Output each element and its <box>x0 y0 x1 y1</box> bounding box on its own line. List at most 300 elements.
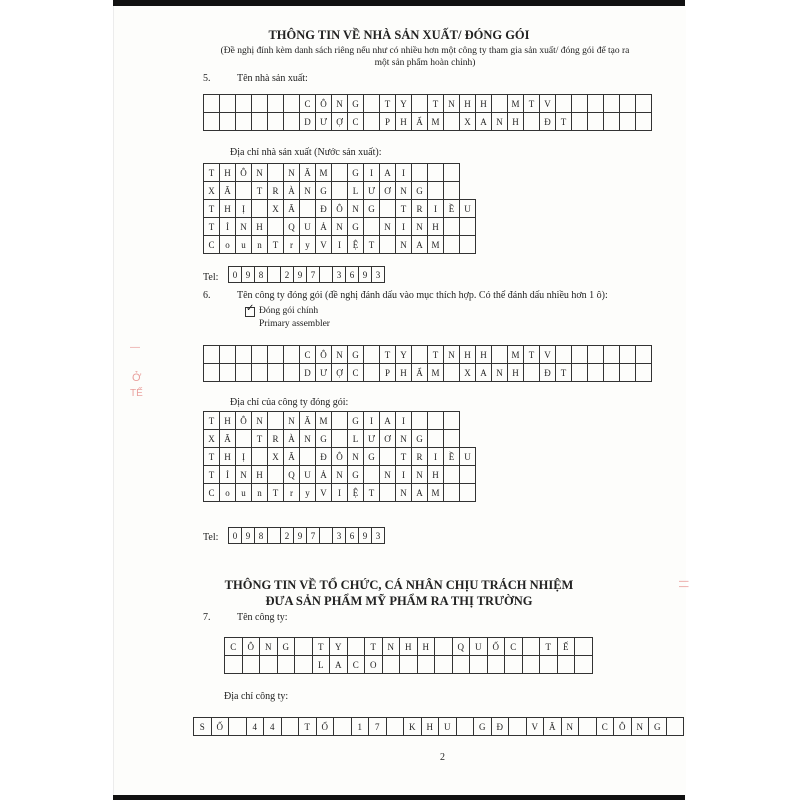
grid-cell: 3 <box>372 528 385 544</box>
grid-cell: Ô <box>236 164 252 182</box>
grid-cell <box>268 364 284 382</box>
grid-cell <box>295 638 313 656</box>
grid-cell: N <box>396 236 412 254</box>
grid-cell: G <box>316 182 332 200</box>
grid-cell: H <box>476 95 492 113</box>
checkmark-icon: ✓ <box>246 303 255 314</box>
packer-name-grid <box>203 345 652 382</box>
grid-cell: Ị <box>236 448 252 466</box>
item7-label: Tên công ty: <box>237 612 288 623</box>
grid-cell: C <box>204 236 220 254</box>
grid-cell: T <box>428 95 444 113</box>
primary-assembler-label-en: Primary assembler <box>259 319 330 329</box>
grid-cell <box>252 448 268 466</box>
grid-cell: Ế <box>557 638 575 656</box>
grid-cell <box>284 113 300 131</box>
grid-cell: o <box>220 484 236 502</box>
grid-cell: G <box>348 412 364 430</box>
grid-cell: T <box>204 412 220 430</box>
grid-cell <box>444 484 460 502</box>
grid-cell <box>428 164 444 182</box>
org-address-grid <box>193 717 684 736</box>
grid-cell <box>435 656 453 674</box>
grid-cell: Ô <box>236 412 252 430</box>
grid-cell <box>252 346 268 364</box>
grid-cell: H <box>476 346 492 364</box>
grid-cell: X <box>268 448 284 466</box>
grid-cell: N <box>631 718 649 736</box>
grid-cell <box>252 95 268 113</box>
grid-cell: 2 <box>281 267 294 283</box>
org-address-label: Địa chỉ công ty: <box>224 691 289 702</box>
grid-cell: A <box>380 164 396 182</box>
grid-cell: A <box>330 656 348 674</box>
grid-cell: N <box>380 466 396 484</box>
grid-cell: L <box>348 182 364 200</box>
grid-cell: T <box>540 638 558 656</box>
grid-cell: D <box>300 364 316 382</box>
grid-cell <box>220 113 236 131</box>
grid-cell <box>620 113 636 131</box>
grid-cell: 4 <box>264 718 282 736</box>
grid-cell: M <box>508 346 524 364</box>
grid-row <box>204 484 476 502</box>
grid-cell: n <box>252 484 268 502</box>
grid-cell: Ã <box>284 448 300 466</box>
grid-cell: G <box>474 718 492 736</box>
grid-cell: M <box>316 412 332 430</box>
grid-row <box>204 113 652 131</box>
grid-cell <box>444 412 460 430</box>
grid-cell <box>412 346 428 364</box>
grid-cell: N <box>236 218 252 236</box>
grid-cell: T <box>268 236 284 254</box>
grid-cell: U <box>300 218 316 236</box>
grid-cell: T <box>312 638 330 656</box>
grid-cell: H <box>508 113 524 131</box>
grid-cell <box>300 200 316 218</box>
grid-cell: Đ <box>316 200 332 218</box>
grid-cell: T <box>365 638 383 656</box>
grid-cell: Ẩ <box>412 364 428 382</box>
grid-cell: H <box>252 466 268 484</box>
grid-cell: I <box>396 466 412 484</box>
grid-cell: I <box>332 236 348 254</box>
grid-cell <box>252 113 268 131</box>
grid-cell: Ã <box>220 182 236 200</box>
grid-cell: X <box>204 430 220 448</box>
grid-cell: I <box>364 164 380 182</box>
grid-cell: Ă <box>300 164 316 182</box>
grid-cell <box>435 638 453 656</box>
grid-cell <box>236 364 252 382</box>
item6-label: Tên công ty đóng gói (đề nghị đánh dấu vào mục thích hợp. Có thể đánh dấu nhiều hơn 1 ô): <box>237 290 608 301</box>
producer-note-1: (Đề nghị đính kèm danh sách riêng nếu như có nhiều hơn một công ty tham gia sản xuất/ đóng gói để tạo ra <box>220 46 630 56</box>
grid-cell: 6 <box>346 267 359 283</box>
grid-cell: L <box>312 656 330 674</box>
grid-cell: Ẩ <box>412 113 428 131</box>
grid-cell <box>268 113 284 131</box>
grid-row <box>194 718 684 736</box>
grid-cell: N <box>300 430 316 448</box>
grid-cell: Ỉ <box>220 466 236 484</box>
grid-cell: N <box>252 412 268 430</box>
grid-cell: N <box>412 466 428 484</box>
grid-cell <box>492 95 508 113</box>
grid-cell: Ơ <box>380 182 396 200</box>
grid-cell: Q <box>284 466 300 484</box>
grid-cell: M <box>316 164 332 182</box>
grid-cell: O <box>365 656 383 674</box>
grid-row <box>204 430 476 448</box>
grid-cell: Đ <box>540 364 556 382</box>
grid-cell: Q <box>452 638 470 656</box>
grid-cell: 0 <box>229 528 242 544</box>
grid-cell: T <box>380 95 396 113</box>
grid-cell: C <box>300 346 316 364</box>
grid-cell: Ố <box>211 718 229 736</box>
grid-row <box>204 346 652 364</box>
grid-cell: Ề <box>444 200 460 218</box>
grid-cell: Ợ <box>332 113 348 131</box>
grid-cell: C <box>204 484 220 502</box>
grid-cell: U <box>460 448 476 466</box>
grid-cell <box>236 113 252 131</box>
grid-cell <box>588 346 604 364</box>
grid-cell: Ổ <box>316 718 334 736</box>
grid-cell <box>456 718 474 736</box>
grid-cell: A <box>476 113 492 131</box>
grid-cell: T <box>428 346 444 364</box>
grid-cell <box>412 95 428 113</box>
grid-cell: I <box>428 200 444 218</box>
grid-cell: Ô <box>614 718 632 736</box>
grid-cell: u <box>236 484 252 502</box>
grid-cell: V <box>316 484 332 502</box>
grid-cell <box>364 113 380 131</box>
grid-cell <box>281 718 299 736</box>
grid-cell <box>575 638 593 656</box>
grid-cell <box>620 95 636 113</box>
grid-cell <box>236 430 252 448</box>
grid-cell <box>524 113 540 131</box>
grid-row <box>204 412 476 430</box>
grid-cell: D <box>300 113 316 131</box>
grid-cell <box>604 346 620 364</box>
grid-cell: Ơ <box>380 430 396 448</box>
grid-cell: T <box>364 236 380 254</box>
grid-cell: H <box>460 95 476 113</box>
grid-cell: H <box>421 718 439 736</box>
grid-cell: T <box>204 448 220 466</box>
grid-cell <box>572 364 588 382</box>
grid-cell: N <box>444 95 460 113</box>
grid-cell <box>252 200 268 218</box>
grid-cell: T <box>204 200 220 218</box>
grid-cell: A <box>380 412 396 430</box>
grid-cell: 7 <box>369 718 387 736</box>
grid-row <box>204 448 476 466</box>
grid-cell <box>540 656 558 674</box>
grid-cell <box>268 346 284 364</box>
grid-cell: P <box>380 113 396 131</box>
grid-cell <box>556 95 572 113</box>
grid-cell: N <box>396 182 412 200</box>
grid-cell: N <box>396 430 412 448</box>
grid-cell: U <box>460 200 476 218</box>
grid-cell: N <box>380 218 396 236</box>
grid-cell <box>204 346 220 364</box>
grid-cell: Ã <box>284 200 300 218</box>
grid-row <box>204 466 476 484</box>
grid-cell: N <box>492 364 508 382</box>
grid-cell: Y <box>396 95 412 113</box>
grid-cell <box>417 656 435 674</box>
grid-row <box>229 267 385 283</box>
grid-cell <box>492 346 508 364</box>
grid-cell <box>620 346 636 364</box>
grid-cell <box>236 346 252 364</box>
grid-cell: A <box>476 364 492 382</box>
grid-cell: N <box>444 346 460 364</box>
grid-cell <box>588 95 604 113</box>
grid-cell <box>268 267 281 283</box>
producer-name-grid <box>203 94 652 131</box>
grid-cell <box>236 95 252 113</box>
grid-cell <box>382 656 400 674</box>
grid-cell <box>364 218 380 236</box>
grid-cell <box>268 95 284 113</box>
grid-cell: N <box>396 484 412 502</box>
grid-cell: V <box>316 236 332 254</box>
grid-cell: H <box>220 200 236 218</box>
grid-cell <box>332 430 348 448</box>
producer-tel-label: Tel: <box>203 272 219 283</box>
grid-cell <box>268 466 284 484</box>
grid-cell: N <box>332 95 348 113</box>
grid-cell: T <box>396 200 412 218</box>
primary-assembler-checkbox[interactable] <box>245 303 255 317</box>
grid-row <box>204 236 476 254</box>
grid-cell: À <box>284 182 300 200</box>
grid-cell: N <box>332 466 348 484</box>
grid-cell: T <box>252 430 268 448</box>
grid-cell: X <box>460 364 476 382</box>
grid-cell: N <box>412 218 428 236</box>
grid-cell: M <box>428 113 444 131</box>
grid-cell: T <box>524 95 540 113</box>
grid-cell: I <box>428 448 444 466</box>
grid-cell: G <box>364 200 380 218</box>
grid-cell <box>522 656 540 674</box>
item7-number: 7. <box>203 612 211 623</box>
grid-cell: T <box>556 364 572 382</box>
grid-cell <box>225 656 243 674</box>
grid-cell: H <box>252 218 268 236</box>
packer-tel-grid <box>228 527 385 544</box>
grid-cell: n <box>252 236 268 254</box>
grid-cell <box>444 164 460 182</box>
grid-cell: r <box>284 236 300 254</box>
packer-address-grid <box>203 411 476 502</box>
grid-cell: Ư <box>364 182 380 200</box>
grid-cell: M <box>428 236 444 254</box>
grid-cell <box>509 718 527 736</box>
grid-cell <box>220 364 236 382</box>
grid-cell <box>579 718 597 736</box>
primary-assembler-label-vi: Đóng gói chính <box>259 306 319 316</box>
producer-note-2: một sản phẩm hoàn chỉnh) <box>374 58 476 68</box>
grid-cell: T <box>364 484 380 502</box>
grid-cell: H <box>417 638 435 656</box>
grid-cell: Ô <box>316 95 332 113</box>
grid-cell <box>460 236 476 254</box>
grid-cell: P <box>380 364 396 382</box>
grid-cell: I <box>396 412 412 430</box>
grid-cell: Ợ <box>332 364 348 382</box>
grid-cell: N <box>284 164 300 182</box>
grid-cell <box>428 182 444 200</box>
grid-cell <box>588 364 604 382</box>
grid-cell: u <box>236 236 252 254</box>
grid-cell <box>268 164 284 182</box>
grid-row <box>229 528 385 544</box>
grid-cell: À <box>284 430 300 448</box>
grid-cell: H <box>220 412 236 430</box>
grid-cell: 7 <box>307 528 320 544</box>
grid-cell: M <box>428 484 444 502</box>
grid-cell: N <box>332 218 348 236</box>
grid-cell: 2 <box>281 528 294 544</box>
grid-cell <box>380 484 396 502</box>
grid-cell <box>604 113 620 131</box>
grid-cell: N <box>561 718 579 736</box>
grid-row <box>204 364 652 382</box>
grid-cell: I <box>396 164 412 182</box>
grid-cell: G <box>316 430 332 448</box>
grid-cell: U <box>300 466 316 484</box>
grid-cell: Ề <box>444 448 460 466</box>
grid-cell: 8 <box>255 528 268 544</box>
grid-cell: H <box>396 113 412 131</box>
org-name-grid <box>224 637 593 674</box>
grid-cell: R <box>268 182 284 200</box>
grid-row <box>204 200 476 218</box>
grid-cell <box>522 638 540 656</box>
grid-cell <box>229 718 247 736</box>
grid-cell: 3 <box>333 528 346 544</box>
grid-cell: H <box>400 638 418 656</box>
grid-cell: Ă <box>300 412 316 430</box>
grid-cell: G <box>348 346 364 364</box>
grid-cell <box>300 448 316 466</box>
scan-margin-left <box>0 0 113 800</box>
grid-cell: T <box>204 466 220 484</box>
grid-cell <box>400 656 418 674</box>
grid-cell: M <box>508 95 524 113</box>
grid-cell: R <box>412 448 428 466</box>
grid-cell <box>268 412 284 430</box>
grid-cell: Đ <box>540 113 556 131</box>
grid-cell: Đ <box>316 448 332 466</box>
grid-cell: Ô <box>332 200 348 218</box>
grid-cell: 9 <box>294 528 307 544</box>
grid-cell: T <box>204 218 220 236</box>
grid-cell <box>332 182 348 200</box>
grid-cell: 9 <box>359 528 372 544</box>
scan-edge-top <box>113 0 685 6</box>
grid-cell: G <box>348 218 364 236</box>
producer-tel-grid <box>228 266 385 283</box>
item5-number: 5. <box>203 73 211 84</box>
grid-cell: G <box>348 164 364 182</box>
grid-cell: G <box>412 430 428 448</box>
grid-cell: G <box>412 182 428 200</box>
grid-cell: Y <box>330 638 348 656</box>
grid-cell: V <box>540 95 556 113</box>
grid-cell <box>320 267 333 283</box>
producer-address-label: Địa chỉ nhà sản xuất (Nước sản xuất): <box>230 147 382 158</box>
grid-row <box>225 638 593 656</box>
grid-cell: Ả <box>316 466 332 484</box>
grid-cell: 3 <box>333 267 346 283</box>
grid-cell: 9 <box>242 528 255 544</box>
grid-row <box>204 95 652 113</box>
grid-cell <box>204 113 220 131</box>
stamp-mark: — <box>130 342 140 353</box>
grid-cell <box>444 466 460 484</box>
grid-cell: G <box>277 638 295 656</box>
grid-cell <box>386 718 404 736</box>
grid-cell <box>295 656 313 674</box>
grid-cell: T <box>252 182 268 200</box>
grid-cell: A <box>412 236 428 254</box>
grid-cell: I <box>364 412 380 430</box>
producer-address-grid <box>203 163 476 254</box>
grid-cell: C <box>347 656 365 674</box>
grid-cell <box>320 528 333 544</box>
grid-cell: T <box>204 164 220 182</box>
grid-cell: A <box>412 484 428 502</box>
grid-cell: L <box>348 430 364 448</box>
grid-cell <box>620 364 636 382</box>
grid-cell: 6 <box>346 528 359 544</box>
grid-cell: I <box>332 484 348 502</box>
grid-cell <box>588 113 604 131</box>
grid-cell: G <box>348 466 364 484</box>
grid-cell <box>572 113 588 131</box>
grid-row <box>204 164 476 182</box>
grid-cell <box>204 364 220 382</box>
grid-cell: 3 <box>372 267 385 283</box>
grid-cell: U <box>439 718 457 736</box>
grid-cell: C <box>300 95 316 113</box>
grid-cell <box>666 718 684 736</box>
grid-cell <box>428 412 444 430</box>
scan-margin-right <box>684 0 800 800</box>
grid-cell: Ư <box>316 364 332 382</box>
scan-edge-bottom <box>113 795 685 800</box>
packer-address-label: Địa chỉ của công ty đóng gói: <box>230 397 349 408</box>
item6-number: 6. <box>203 290 211 301</box>
grid-cell: Ả <box>316 218 332 236</box>
grid-cell: V <box>526 718 544 736</box>
grid-cell: R <box>268 430 284 448</box>
packer-tel-label: Tel: <box>203 532 219 543</box>
grid-cell: r <box>284 484 300 502</box>
grid-cell: N <box>492 113 508 131</box>
grid-cell: N <box>300 182 316 200</box>
